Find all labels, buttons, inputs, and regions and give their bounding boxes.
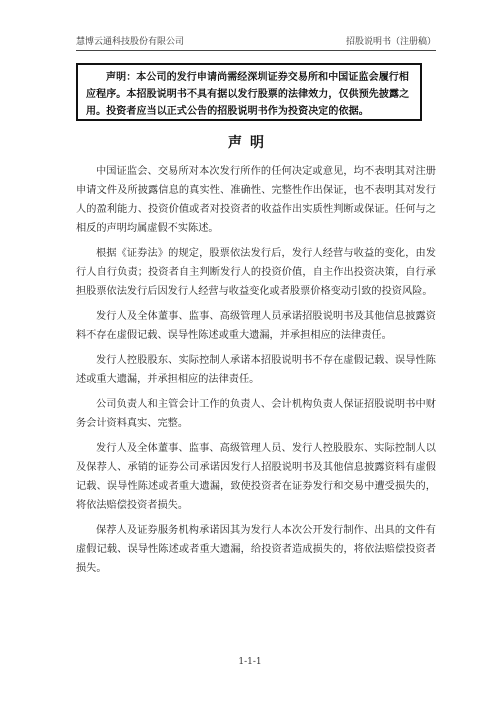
- paragraph-5: 公司负责人和主管会计工作的负责人、会计机构负责人保证招股说明书中财务会计资料真实、完整。: [76, 399, 436, 429]
- header-company-name: 慧博云通科技股份有限公司: [76, 37, 185, 47]
- paragraph-1: 中国证监会、交易所对本次发行所作的任何决定或意见，均不表明其对注册申请文件及所披露信息的真实性、准确性、完整性作出保证，也不表明其对发行人的盈利能力、投资价值或者对投资者的收益作出实质性判断或保证。任何与之相反的声明均属虚假不实陈述。: [76, 166, 436, 234]
- header-divider: [76, 50, 436, 51]
- notice-text: 声明：本公司的发行申请尚需经深圳证券交易所和中国证监会履行相应程序。本招股说明书不具有据以发行股票的法律效力，仅供预先披露之用。投资者应当以正式公告的招股说明书作为投资决定的依据。: [86, 72, 410, 117]
- paragraph-3: 发行人及全体董事、监事、高级管理人员承诺招股说明书及其他信息披露资料不存在虚假记载、误导性陈述或重大遗漏，并承担相应的法律责任。: [76, 311, 436, 341]
- page-header: [76, 36, 436, 48]
- section-title: 声明: [228, 135, 272, 151]
- header-document-type: 招股说明书（注册稿）: [345, 37, 436, 47]
- page-number: 1-1-1: [238, 657, 262, 667]
- paragraph-4: 发行人控股股东、实际控制人承诺本招股说明书不存在虚假记载、误导性陈述或重大遗漏，并承担相应的法律责任。: [76, 355, 436, 385]
- paragraph-7: 保荐人及证券服务机构承诺因其为发行人本次公开发行制作、出具的文件有虚假记载、误导性陈述或者重大遗漏，给投资者造成损失的，将依法赔偿投资者损失。: [76, 525, 436, 574]
- paragraph-6: 发行人及全体董事、监事、高级管理人员、发行人控股股东、实际控制人以及保荐人、承销的证券公司承诺因发行人招股说明书及其他信息披露资料有虚假记载、误导性陈述或者重大遗漏，致使投资者在证券发行和交易中遭受损失的，将依法赔偿投资者损失。: [76, 443, 436, 511]
- notice-box: [76, 63, 422, 121]
- paragraph-2: 根据《证券法》的规定，股票依法发行后，发行人经营与收益的变化，由发行人自行负责；投资者自主判断发行人的投资价值，自主作出投资决策，自行承担股票依法发行后因发行人经营与收益变化或者股票价格变动引致的投资风险。: [76, 248, 436, 297]
- statement-body: [76, 162, 436, 584]
